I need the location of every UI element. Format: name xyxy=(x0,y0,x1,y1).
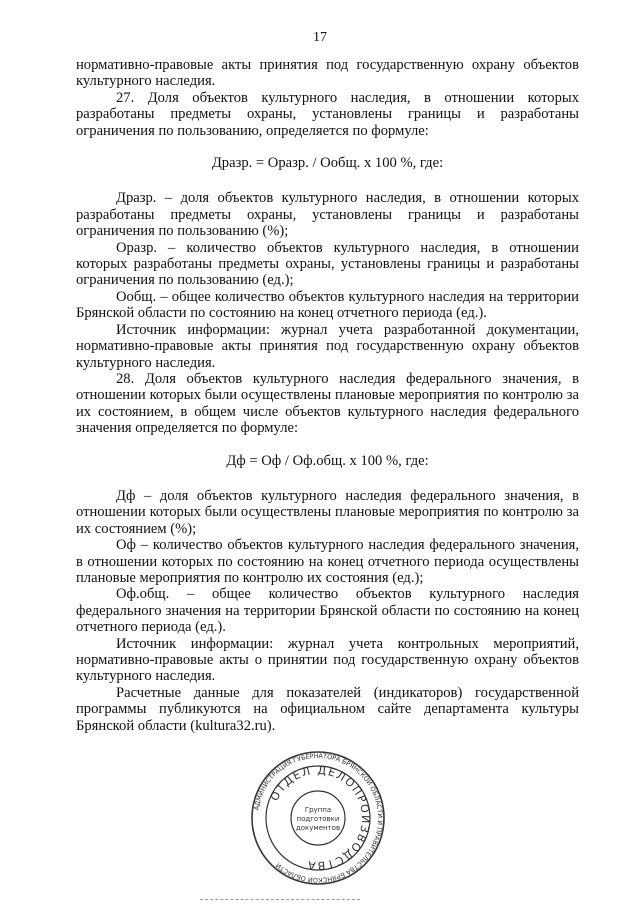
document-body xyxy=(76,57,579,734)
stamp-center-line2: подготовки xyxy=(296,815,340,823)
formula: Дф = Оф / Оф.общ. х 100 %, где: xyxy=(226,452,429,469)
paragraph: 28. Доля объектов культурного наследия федерального значения, в отношении которых были осуществлены плановые мероприятия по контролю за их состоянием, в общем числе объектов культурного наследия федерального значения определяется по формуле: xyxy=(76,370,579,437)
stamp-outer-text: АДМИНИСТРАЦИЯ ГУБЕРНАТОРА БРЯНСКОЙ ОБЛАСТИ И ПРАВИТЕЛЬСТВА БРЯНСКОЙ ОБЛАСТИ xyxy=(252,751,385,885)
stamp-center-line1: Группа xyxy=(304,806,332,814)
paragraph: Ообщ. – общее количество объектов культурного наследия на территории Брянской области по состоянию на конец отчетного периода (ед.). xyxy=(76,288,579,322)
page-number: 17 xyxy=(313,30,327,45)
paragraph: Дф – доля объектов культурного наследия федерального значения, в отношении которых были осуществлены плановые мероприятия по контролю за их состоянием (%); xyxy=(76,487,579,537)
stamp-center-line3: документов xyxy=(295,824,341,832)
formula: Дразр. = Оразр. / Ообщ. х 100 %, где: xyxy=(211,155,444,172)
paragraph: 27. Доля объектов культурного наследия, в отношении которых разработаны предметы охраны, установлены границы и разработаны ограничения по пользованию, определяется по формуле: xyxy=(76,89,579,139)
paragraph: Оф.общ. – общее количество объектов культурного наследия федерального значения на территории Брянской области по состоянию на конец отчетного периода (ед.). xyxy=(76,586,579,636)
paragraph: Источник информации: журнал учета разработанной документации, нормативно-правовые акты принятия под государственную охрану объектов культурного наследия. xyxy=(76,321,579,371)
paragraph: Оф – количество объектов культурного наследия федерального значения, в отношении которых по состоянию на конец отчетного периода осуществлены плановые мероприятия по контролю их состояния (ед.); xyxy=(76,537,579,586)
paragraph: Расчетные данные для показателей (индикаторов) государственной программы публикуются на официальном сайте департамента культуры Брянской области (kultura32.ru). xyxy=(76,684,579,734)
official-stamp xyxy=(248,750,388,886)
paragraph: Оразр. – количество объектов культурного наследия, в отношении которых разработаны предметы охраны, установлены границы и разработаны ограничения по пользованию (ед.); xyxy=(76,239,579,289)
scan-edge-divider xyxy=(200,899,360,901)
paragraph: Дразр. – доля объектов культурного наследия, в отношении которых разработаны предметы охраны, установлены границы и разработаны ограничения по пользованию (%); xyxy=(76,190,579,240)
stamp-ring-text: ОТДЕЛ ДЕЛОПРОИЗВОДСТВА xyxy=(268,763,373,873)
paragraph: Источник информации: журнал учета контрольных мероприятий, нормативно-правовые акты о принятии под государственную охрану объектов культурного наследия. xyxy=(76,635,579,685)
stamp-seal-icon xyxy=(248,750,388,886)
paragraph: нормативно-правовые акты принятия под государственную охрану объектов культурного наследия. xyxy=(76,57,579,90)
